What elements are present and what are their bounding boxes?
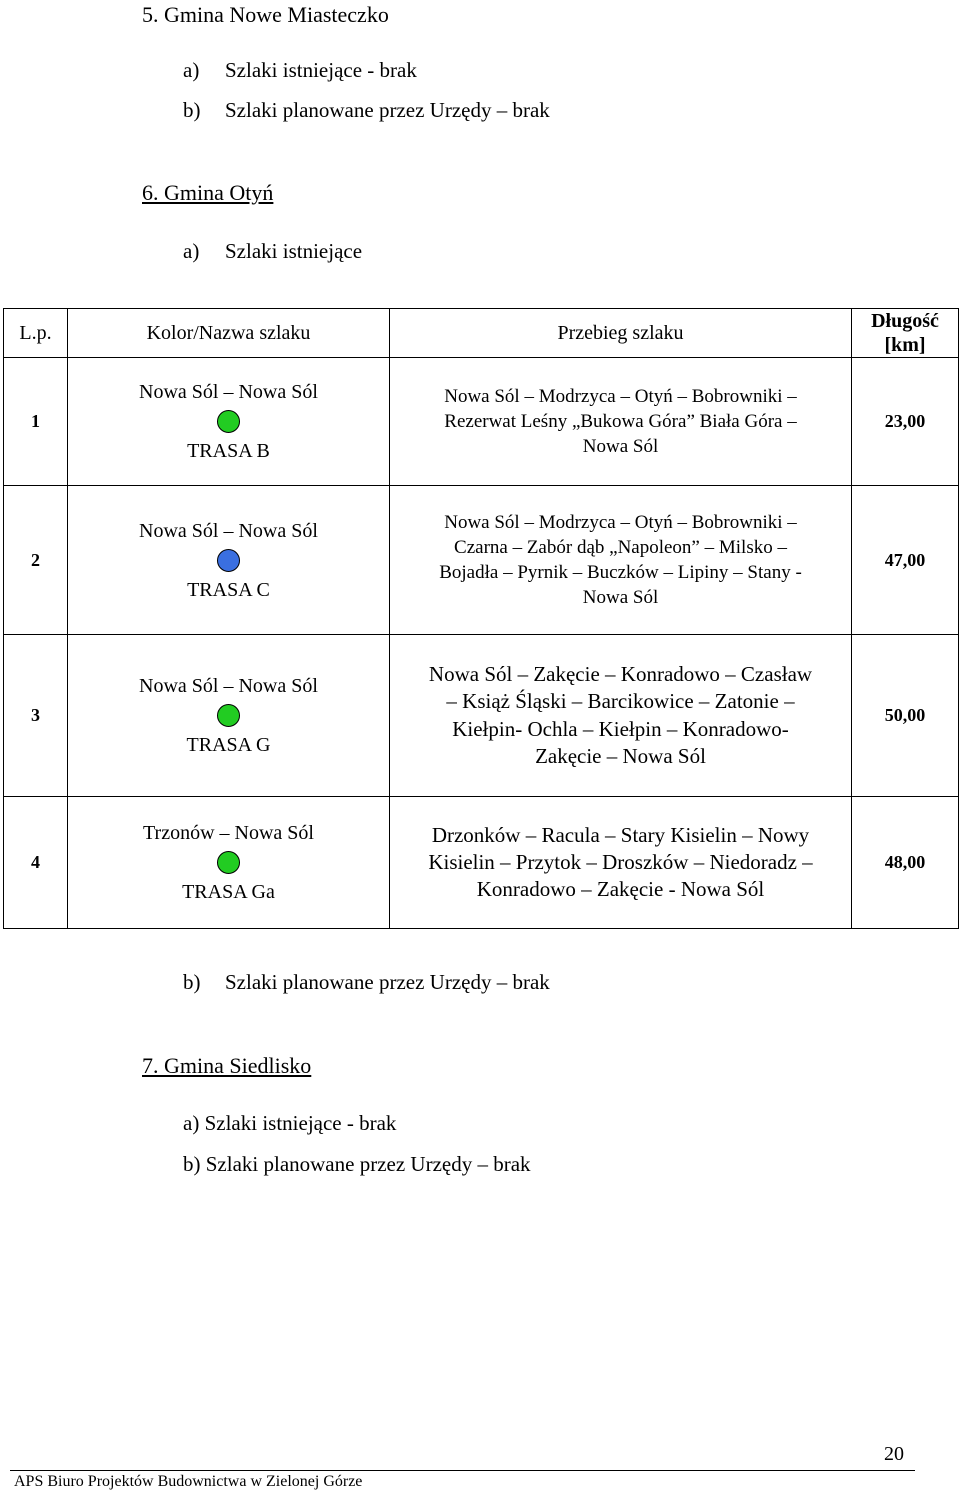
item-text: Szlaki planowane przez Urzędy – brak [225, 970, 550, 994]
item-text: Szlaki planowane przez Urzędy – brak [205, 1152, 531, 1176]
header-length [852, 309, 959, 358]
route-line: Nowa Sól – Zakęcie – Konradowo – Czasław [428, 661, 813, 686]
footer-divider [10, 1470, 915, 1471]
route-line: Czarna – Zabór dąb „Napoleon” – Milsko – [454, 536, 787, 558]
trail-length: 47,00 [852, 486, 959, 635]
trail-code: TRASA B [187, 440, 270, 462]
trail-name-cell [68, 358, 390, 486]
section-5-item-b [183, 100, 550, 121]
trail-code: TRASA C [187, 578, 270, 601]
section-7-item-a [183, 1113, 396, 1134]
trail-endpoints: Trzonów – Nowa Sól [143, 822, 314, 844]
trail-name-cell [68, 486, 390, 635]
route-line: – Książ Śląski – Barcikowice – Zatonie – [446, 689, 795, 714]
header-length-line1: Długość [871, 310, 939, 332]
route-line: Nowa Sól – Modrzyca – Otyń – Bobrowniki – [444, 385, 797, 407]
footer-company: APS Biuro Projektów Budownictwa w Zielonej Górze [14, 1473, 363, 1490]
trail-name-cell [68, 635, 390, 797]
table-row [4, 635, 959, 797]
section-6-item-a [183, 241, 362, 262]
trail-length: 50,00 [852, 635, 959, 797]
route-line: Rezerwat Leśny „Bukowa Góra” Biała Góra – [444, 410, 797, 432]
header-lp: L.p. [4, 309, 68, 358]
green-circle-icon [217, 410, 240, 433]
trail-route-cell [390, 797, 852, 929]
route-line: Nowa Sól – Modrzyca – Otyń – Bobrowniki – [444, 511, 797, 533]
item-text: Szlaki istniejące - brak [204, 1111, 397, 1135]
trail-code: TRASA Ga [182, 881, 275, 903]
trail-endpoints: Nowa Sól – Nowa Sól [139, 519, 318, 542]
section-6-heading: 6. Gmina Otyń [142, 180, 274, 205]
row-number: 2 [4, 486, 68, 635]
header-length-line2: [km] [884, 334, 926, 356]
item-text: Szlaki istniejące [225, 239, 363, 263]
trail-route-cell [390, 358, 852, 486]
item-text: Szlaki planowane przez Urzędy – brak [225, 98, 550, 122]
route-line: Kiełpin- Ochla – Kiełpin – Konradowo- [452, 716, 789, 741]
item-marker: a) [183, 1111, 200, 1135]
trail-endpoints: Nowa Sól – Nowa Sól [139, 381, 318, 403]
table-row [4, 797, 959, 929]
item-marker: b) [183, 98, 201, 122]
section-7-heading: 7. Gmina Siedlisko [142, 1053, 312, 1078]
blue-circle-icon [217, 549, 240, 572]
trail-code: TRASA G [186, 734, 271, 756]
item-text: Szlaki istniejące - brak [225, 58, 417, 82]
trail-name-cell [68, 797, 390, 929]
row-number: 4 [4, 797, 68, 929]
route-line: Zakęcie – Nowa Sól [535, 743, 706, 768]
route-line: Nowa Sól [582, 436, 659, 458]
trail-route-cell [390, 635, 852, 797]
green-circle-icon [217, 704, 240, 727]
table-row [4, 486, 959, 635]
section-5-heading: 5. Gmina Nowe Miasteczko [142, 2, 389, 27]
section-7-item-b [183, 1154, 531, 1175]
route-line: Konradowo – Zakęcie - Nowa Sól [476, 877, 765, 902]
item-marker: b) [183, 1152, 201, 1176]
trails-table [3, 308, 959, 929]
section-6-item-b [183, 972, 550, 993]
trail-length: 48,00 [852, 797, 959, 929]
row-number: 1 [4, 358, 68, 486]
route-line: Bojadła – Pyrnik – Buczków – Lipiny – Stany - [439, 562, 802, 583]
page-number: 20 [884, 1443, 904, 1465]
table-header-row [4, 309, 959, 358]
route-line: Nowa Sól [582, 587, 659, 609]
route-line: Drzonków – Racula – Stary Kisielin – Nowy [431, 822, 810, 847]
table-row [4, 358, 959, 486]
row-number: 3 [4, 635, 68, 797]
item-marker: b) [183, 970, 201, 994]
item-marker: a) [183, 58, 200, 82]
section-5-item-a [183, 60, 417, 81]
header-name: Kolor/Nazwa szlaku [68, 309, 390, 358]
route-line: Kisielin – Przytok – Droszków – Niedoradz – [428, 849, 813, 874]
item-marker: a) [183, 239, 200, 263]
green-circle-icon [217, 851, 240, 874]
trail-endpoints: Nowa Sól – Nowa Sól [139, 675, 318, 697]
header-route: Przebieg szlaku [390, 309, 852, 358]
trail-route-cell [390, 486, 852, 635]
trail-length: 23,00 [852, 358, 959, 486]
